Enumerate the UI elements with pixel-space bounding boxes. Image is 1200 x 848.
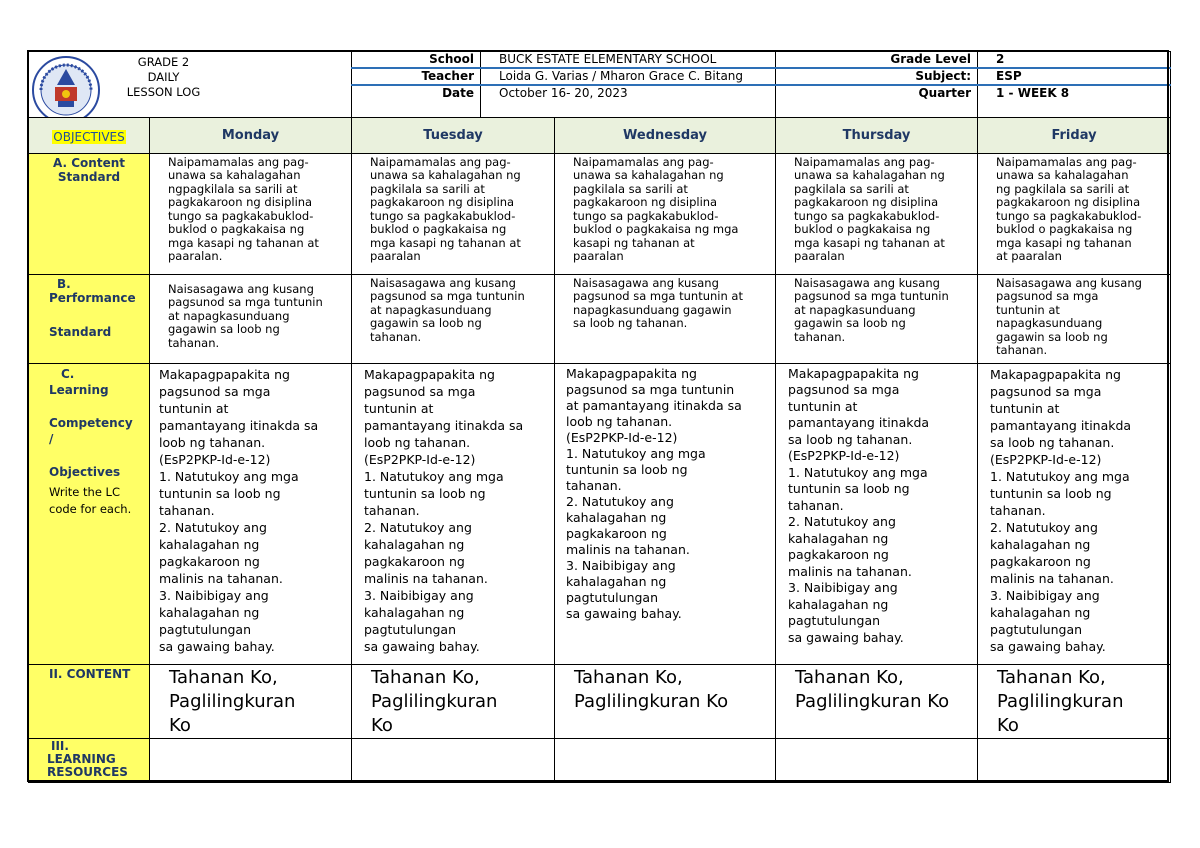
content-standard-label: [29, 153, 150, 274]
header-logo-cell: [29, 52, 352, 118]
objectives-header: [29, 117, 150, 153]
title-grade: GRADE 2: [137, 54, 190, 69]
performance-standard-wednesday: [555, 274, 776, 363]
label-line: LEARNING: [47, 751, 116, 766]
learning-resources-monday: [150, 738, 352, 782]
learning-resources-friday: [978, 738, 1171, 782]
cell-text: Naipamamalas ang pag- unawa sa kahalagahan ng pagkilala sa sarili at pagkakaroon ng disiplina tungo sa pagkakabuklod- buklod o pagkakaisa ng mga kasapi ng tahanan at paaralan: [573, 154, 739, 263]
label-line: Standard: [49, 324, 112, 339]
day-header-wednesday: Wednesday: [555, 117, 776, 153]
label-line: C.: [61, 366, 75, 381]
cell-text: Makapagpapakita ng pagsunod sa mga tuntunin at pamantayang itinakda sa loob ng tahanan. (EsP2PKP-Id-e-12) 1. Natutukoy ang mga tuntunin sa loob ng tahanan. 2. Natutukoy ang kahalagahan ng pagkakaroon ng malinis na tahanan. 3. Naibibigay ang kahalagahan ng pagtutulungan sa gawaing bahay.: [566, 365, 742, 621]
subject-label: Subject:: [776, 68, 978, 85]
learning-resources-thursday: [776, 738, 978, 782]
learning-competency-friday: [978, 363, 1171, 664]
learning-competency-monday: [150, 363, 352, 664]
quarter-label: Quarter: [776, 85, 978, 101]
content-label: [29, 664, 150, 738]
subject-value: ESP: [978, 68, 1171, 85]
content-monday: Tahanan Ko, Paglilingkuran Ko: [150, 664, 352, 738]
learning-resources-label: [29, 738, 150, 782]
cell-text: Naipamamalas ang pag- unawa sa kahalagahan ng pagkilala sa sarili at pagkakaroon ng disiplina tungo sa pagkakabuklod- buklod o pagkakaisa ng mga kasapi ng tahanan at paaralan: [370, 154, 521, 263]
header-spacer: [481, 101, 776, 117]
cell-text: Makapagpapakita ng pagsunod sa mga tuntunin at pamantayang itinakda sa loob ng tahanan. (EsP2PKP-Id-e-12) 1. Natutukoy ang mga tuntunin sa loob ng tahanan. 2. Natutukoy ang kahalagahan ng pagkakaroon ng malinis na tahanan. 3. Naibibigay ang kahalagahan ng pagtutulungan sa gawaing bahay.: [788, 365, 930, 645]
content-tuesday: Tahanan Ko, Paglilingkuran Ko: [352, 664, 555, 738]
label-line: II. CONTENT: [49, 666, 131, 681]
content-standard-tuesday: [352, 153, 555, 274]
date-label: Date: [352, 85, 481, 101]
label-line: Performance: [49, 290, 136, 305]
school-label: School: [352, 52, 481, 69]
header-spacer: [352, 101, 481, 117]
learning-competency-row: [29, 363, 1171, 664]
day-header-friday: Friday: [978, 117, 1171, 153]
content-row: [29, 664, 1171, 738]
label-line: /: [49, 432, 54, 446]
content-standard-thursday: [776, 153, 978, 274]
day-header-monday: Monday: [150, 117, 352, 153]
cell-text: Naisasagawa ang kusang pagsunod sa mga tuntunin at napagkasunduang gagawin sa loob ng tahanan.: [168, 281, 323, 350]
quarter-value: 1 - WEEK 8: [978, 85, 1171, 101]
date-value: October 16- 20, 2023: [481, 85, 776, 101]
day-header-thursday: Thursday: [776, 117, 978, 153]
daily-lesson-log-table: [28, 51, 1171, 783]
label-line: Objectives: [49, 464, 121, 479]
label-line: III.: [51, 738, 69, 753]
lesson-log-title: [109, 55, 219, 100]
deped-seal-icon: [31, 55, 101, 118]
cell-text: Makapagpapakita ng pagsunod sa mga tuntunin at pamantayang itinakda sa loob ng tahanan. (EsP2PKP-Id-e-12) 1. Natutukoy ang mga tuntunin sa loob ng tahanan. 2. Natutukoy ang kahalagahan ng pagkakaroon ng malinis na tahanan. 3. Naibibigay ang kahalagahan ng pagtutulungan sa gawaing bahay.: [159, 366, 319, 654]
teacher-value: Loida G. Varias / Mharon Grace C. Bitang: [481, 68, 776, 85]
school-value: BUCK ESTATE ELEMENTARY SCHOOL: [481, 52, 776, 69]
cell-text: Naipamamalas ang pag- unawa sa kahalagahan ngpagkilala sa sarili at pagkakaroon ng disiplina tungo sa pagkakabuklod- buklod o pagkakaisa ng mga kasapi ng tahanan at paaralan.: [168, 154, 319, 263]
learning-resources-row: [29, 738, 1171, 782]
header-spacer: [776, 101, 978, 117]
header-spacer: [978, 101, 1171, 117]
content-standard-row: [29, 153, 1171, 274]
performance-standard-row: [29, 274, 1171, 363]
label-line: Learning: [49, 383, 109, 397]
title-lesson-log: LESSON LOG: [126, 84, 201, 99]
cell-text: Naisasagawa ang kusang pagsunod sa mga tuntunin at napagkasunduang gagawin sa loob ng tahanan.: [573, 275, 743, 330]
cell-text: Makapagpapakita ng pagsunod sa mga tuntunin at pamantayang itinakda sa loob ng tahanan. (EsP2PKP-Id-e-12) 1. Natutukoy ang mga tuntunin sa loob ng tahanan. 2. Natutukoy ang kahalagahan ng pagkakaroon ng malinis na tahanan. 3. Naibibigay ang kahalagahan ng pagtutulungan sa gawaing bahay.: [364, 366, 524, 654]
grade-level-value: 2: [978, 52, 1171, 69]
learning-resources-tuesday: [352, 738, 555, 782]
cell-text: Naipamamalas ang pag- unawa sa kahalagahan ng pagkilala sa sarili at pagkakaroon ng disiplina tungo sa pagkakabuklod- buklod o pagkakaisa ng mga kasapi ng tahanan at paaralan: [794, 154, 945, 263]
cell-text: Naisasagawa ang kusang pagsunod sa mga tuntunin at napagkasunduang gagawin sa loob ng tahanan.: [794, 275, 949, 344]
grade-level-label: Grade Level: [776, 52, 978, 69]
content-standard-wednesday: [555, 153, 776, 274]
learning-resources-wednesday: [555, 738, 776, 782]
lc-note-line: Write the LC: [49, 485, 120, 499]
objectives-label: OBJECTIVES: [53, 129, 125, 144]
label-line: A. Content: [53, 155, 125, 170]
cell-text: Makapagpapakita ng pagsunod sa mga tuntunin at pamantayang itinakda sa loob ng tahanan. (EsP2PKP-Id-e-12) 1. Natutukoy ang mga tuntunin sa loob ng tahanan. 2. Natutukoy ang kahalagahan ng pagkakaroon ng malinis na tahanan. 3. Naibibigay ang kahalagahan ng pagtutulungan sa gawaing bahay.: [990, 366, 1132, 654]
label-line: RESOURCES: [47, 764, 128, 779]
cell-text: Naisasagawa ang kusang pagsunod sa mga tuntunin at napagkasunduang gagawin sa loob ng tahanan.: [370, 275, 525, 344]
content-standard-friday: [978, 153, 1171, 274]
performance-standard-monday: [150, 274, 352, 363]
performance-standard-tuesday: [352, 274, 555, 363]
title-daily: DAILY: [147, 69, 180, 84]
label-line: Competency: [49, 415, 133, 430]
day-header-tuesday: Tuesday: [352, 117, 555, 153]
content-standard-monday: [150, 153, 352, 274]
learning-competency-tuesday: [352, 363, 555, 664]
performance-standard-thursday: [776, 274, 978, 363]
cell-text: Naisasagawa ang kusang pagsunod sa mga tuntunin at napagkasunduang gagawin sa loob ng tahanan.: [996, 275, 1142, 357]
performance-standard-label: [29, 274, 150, 363]
learning-competency-label: [29, 363, 150, 664]
learning-competency-thursday: [776, 363, 978, 664]
content-thursday: Tahanan Ko, Paglilingkuran Ko: [776, 664, 978, 738]
learning-competency-wednesday: [555, 363, 776, 664]
content-wednesday: Tahanan Ko, Paglilingkuran Ko: [555, 664, 776, 738]
lc-note-line: code for each.: [49, 501, 132, 516]
cell-text: Naipamamalas ang pag- unawa sa kahalagahan ng pagkilala sa sarili at pagkakaroon ng disiplina tungo sa pagkakabuklod- buklod o pagkakaisa ng mga kasapi ng tahanan at paaralan: [996, 154, 1142, 263]
label-line: B.: [57, 276, 71, 291]
content-friday: Tahanan Ko, Paglilingkuran Ko: [978, 664, 1171, 738]
label-line: Standard: [57, 169, 121, 184]
performance-standard-friday: [978, 274, 1171, 363]
teacher-label: Teacher: [352, 68, 481, 85]
